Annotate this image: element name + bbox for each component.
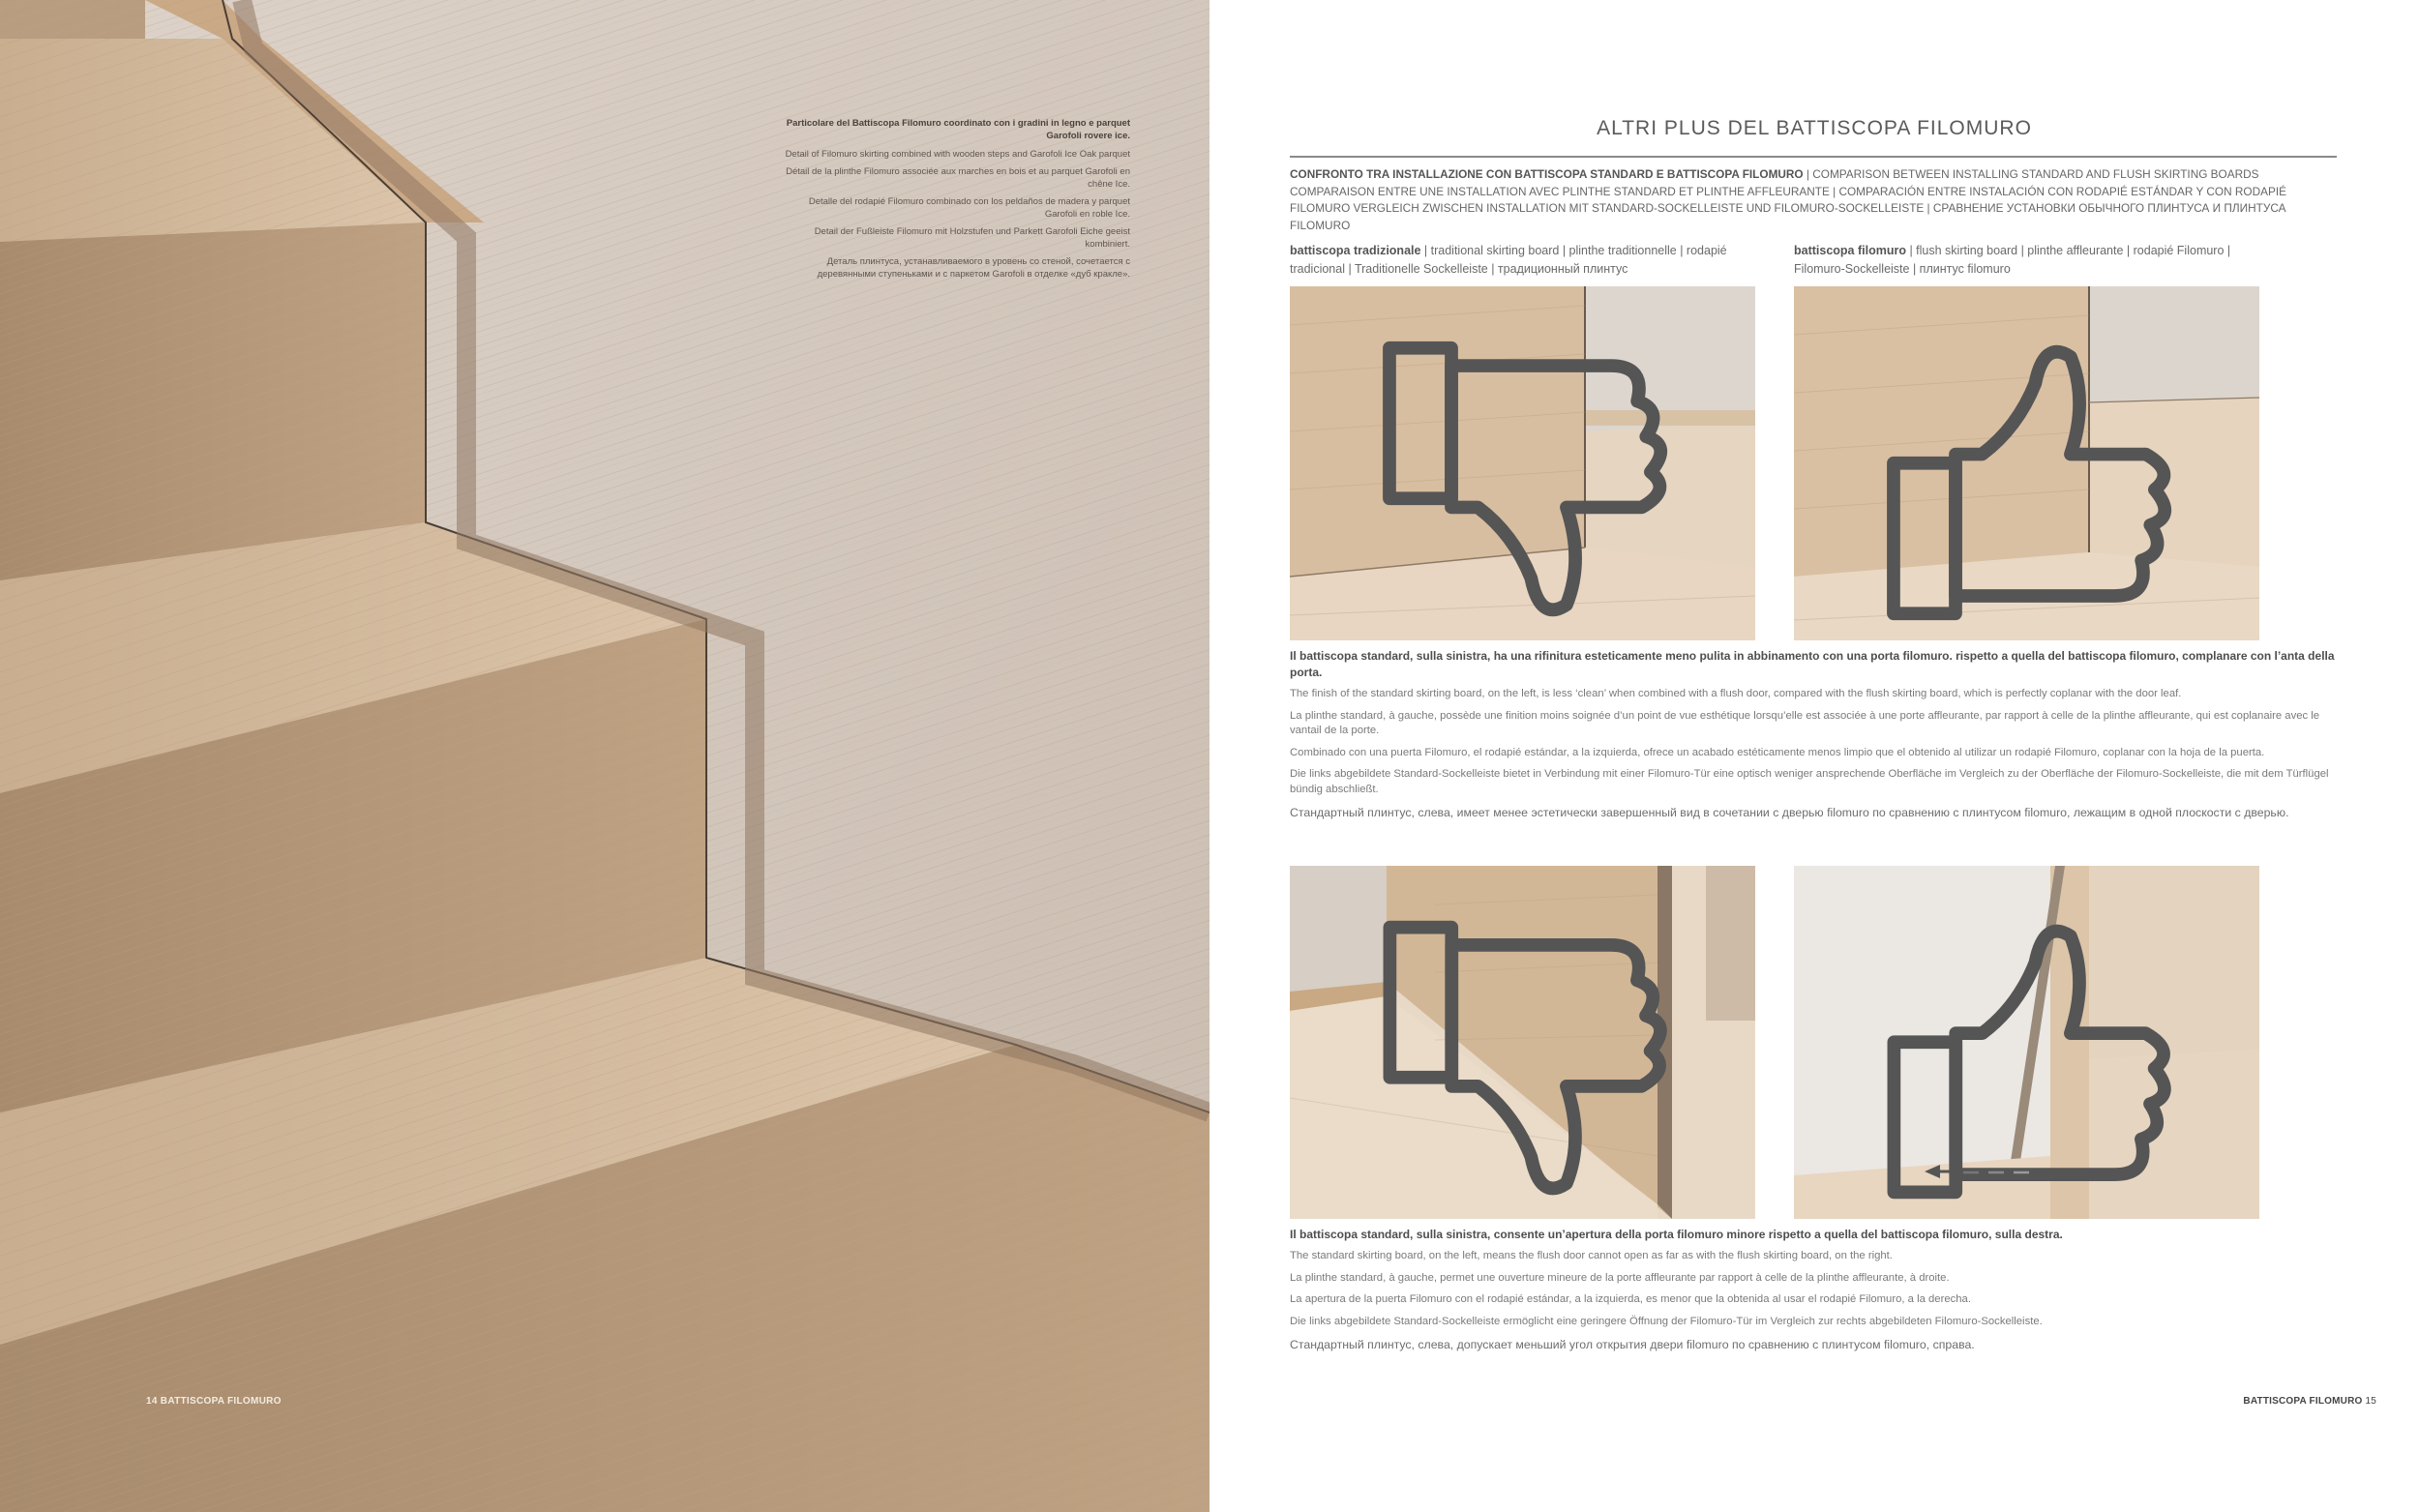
photo-flush-opening	[1794, 866, 2259, 1219]
text-1-french: La plinthe standard, à gauche, possède une finition moins soignée d’un point de vue esthétique lorsqu’elle est associée à une porte affleurante, par rapport à celle de la plinthe affleurante, qui est coplanaire avec le vantail de la porte.	[1290, 709, 2320, 736]
right-page	[1210, 0, 2419, 1512]
comparison-text-finish	[1290, 648, 2337, 829]
comparison-heading	[1290, 166, 2340, 234]
caption-russian: Деталь плинтуса, устанавливаемого в уровень со стеной, сочетается с деревянными ступеньками и с паркетом Garofoli в отделке «дуб краклe».	[817, 256, 1130, 280]
caption-french: Détail de la plinthe Filomuro associée aux marches en bois et au parquet Garofoli en chêne Ice.	[786, 166, 1130, 190]
text-1-german: Die links abgebildete Standard-Sockelleiste bietet in Verbindung mit einer Filomuro-Tür eine optisch weniger ansprechende Oberfläche im Vergleich zu der Oberfläche der Filomuro-Sockelleiste, die mit dem Türflügel bündig abschließt.	[1290, 768, 2329, 795]
comparison-heading-bold: CONFRONTO TRA INSTALLAZIONE CON BATTISCOPA STANDARD E BATTISCOPA FILOMURO	[1290, 167, 1804, 181]
text-1-spanish: Combinado con una puerta Filomuro, el rodapié estándar, a la izquierda, ofrece un acabado estéticamente menos limpio que el obtenido al utilizar un rodapié Filomuro, coplanar con la hoja de la puerta.	[1290, 746, 2265, 758]
folio-title: BATTISCOPA FILOMURO	[2243, 1396, 2363, 1407]
folio-number: 15	[2362, 1396, 2376, 1407]
arrow-left-icon	[1925, 1164, 2041, 1179]
text-2-italian: Il battiscopa standard, sulla sinistra, consente un’apertura della porta filomuro minore rispetto a quella del battiscopa filomuro, sulla destra.	[1290, 1228, 2063, 1241]
photo-caption	[774, 117, 1130, 285]
label-traditional-rest: | traditional skirting board | plinthe traditionnelle | rodapié tradicional | Traditionelle Sockelleiste | традиционный плинтус	[1290, 244, 1727, 276]
label-flush-skirting	[1794, 242, 2258, 279]
label-flush-rest: | flush skirting board | plinthe affleurante | rodapié Filomuro | Filomuro-Sockelleiste | плинтус filomuro	[1794, 244, 2231, 276]
thumbs-down-icon	[1307, 304, 1755, 640]
text-2-french: La plinthe standard, à gauche, permet une ouverture mineure de la porte affleurante par rapport à celle de la plinthe affleurante, à droite.	[1290, 1271, 1950, 1284]
thumbs-up-icon	[1811, 304, 2259, 640]
page-folio-left: 14 BATTISCOPA FILOMURO	[146, 1396, 282, 1407]
thumbs-down-icon	[1307, 883, 1755, 1219]
caption-german: Detail der Fußleiste Filomuro mit Holzstufen und Parkett Garofoli Eiche geeist kombiniert.	[814, 226, 1130, 250]
photo-traditional-finish	[1290, 286, 1755, 640]
photo-flush-finish	[1794, 286, 2259, 640]
text-2-german: Die links abgebildete Standard-Sockelleiste ermöglicht eine geringere Öffnung der Filomuro-Tür im Vergleich zur rechts abgebildeten Filomuro-Sockelleiste.	[1290, 1315, 2043, 1327]
section-title: ALTRI PLUS DEL BATTISCOPA FILOMURO	[1597, 117, 2032, 139]
text-1-english: The finish of the standard skirting board, on the left, is less ‘clean’ when combined with a flush door, compared with the flush skirting board, which is perfectly coplanar with the door leaf.	[1290, 688, 2182, 699]
page-folio-right	[2243, 1396, 2376, 1407]
label-flush-bold: battiscopa filomuro	[1794, 244, 1906, 257]
text-1-russian: Стандартный плинтус, слева, имеет менее эстетически завершенный вид в сочетании с дверью filomuro по сравнению с плинтусом filomuro, лежащим в одной плоскости с дверью.	[1290, 806, 2289, 819]
text-2-english: The standard skirting board, on the left, means the flush door cannot open as far as with the flush skirting board, on the right.	[1290, 1250, 1893, 1261]
text-1-italian: Il battiscopa standard, sulla sinistra, ha una rifinitura esteticamente meno pulita in abbinamento con una porta filomuro. rispetto a quella del battiscopa filomuro, complanare con l’anta della porta.	[1290, 649, 2335, 679]
photo-traditional-opening	[1290, 866, 1755, 1219]
comparison-heading-rest: | COMPARISON BETWEEN INSTALLING STANDARD AND FLUSH SKIRTING BOARDS COMPARAISON ENTRE UNE INSTALLATION AVEC PLINTHE STANDARD ET PLINTHE AFFLEURANTE | COMPARACIÓN ENTRE INSTALACIÓN CON RODAPIÉ ESTÁNDAR Y CON RODAPIÉ FILOMURO VERGLEICH ZWISCHEN INSTALLATION MIT STANDARD-SOCKELLEISTE UND FILOMURO-SOCKELLEISTE | СРАВНЕНИЕ УСТАНОВКИ ОБЫЧНОГО ПЛИНТУСА И ПЛИНТУСА FILOMURO	[1290, 167, 2287, 232]
text-2-russian: Стандартный плинтус, слева, допускает меньший угол открытия двери filomuro по сравнению с плинтусом filomuro, справа.	[1290, 1338, 1975, 1351]
label-traditional-bold: battiscopa tradizionale	[1290, 244, 1421, 257]
title-divider	[1290, 156, 2337, 158]
caption-english: Detail of Filomuro skirting combined with wooden steps and Garofoli Ice Oak parquet	[785, 149, 1130, 160]
text-2-spanish: La apertura de la puerta Filomuro con el rodapié estándar, a la izquierda, es menor que la obtenida al usar el rodapié Filomuro, a la derecha.	[1290, 1293, 1971, 1305]
label-traditional-skirting	[1290, 242, 1745, 279]
caption-italian: Particolare del Battiscopa Filomuro coordinato con i gradini in legno e parquet Garofoli rovere ice.	[786, 118, 1130, 141]
comparison-text-opening	[1290, 1227, 2337, 1361]
caption-spanish: Detalle del rodapié Filomuro combinado con los peldaños de madera y parquet Garofoli en roble Ice.	[808, 196, 1130, 220]
